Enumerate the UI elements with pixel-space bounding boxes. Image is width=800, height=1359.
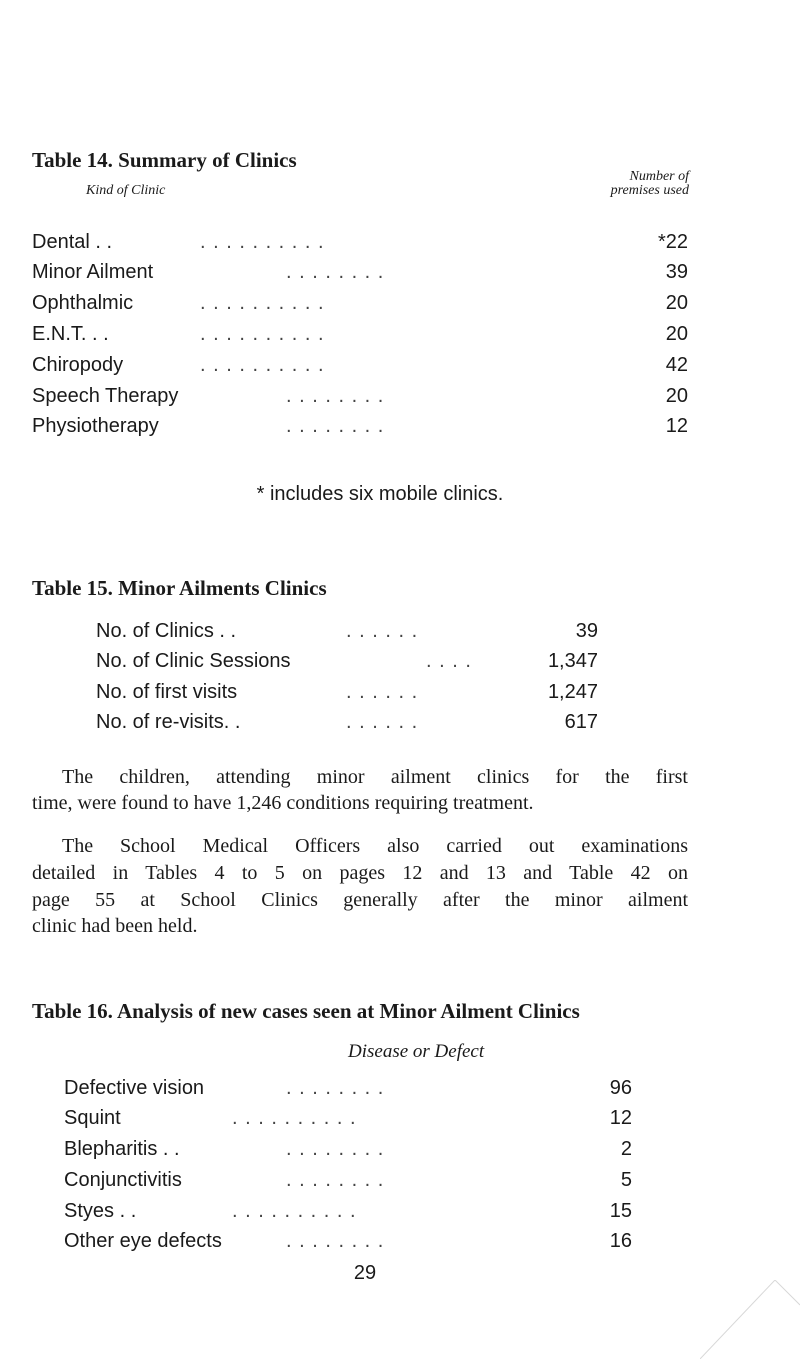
dot-leader: . . . . . . . . (286, 261, 385, 283)
paragraph-line: time, were found to have 1,246 conditions requiring treatment. (32, 792, 534, 814)
table-row-label: E.N.T. . . (32, 323, 109, 345)
dot-leader: . . . . . . . . (286, 415, 385, 437)
table-row-label: No. of re-visits. . (96, 711, 241, 733)
paragraph-line: The School Medical Officers also carried out examinations (62, 835, 688, 857)
table-row-value: 2 (620, 1138, 632, 1160)
dot-leader: . . . . . . . . (286, 385, 385, 407)
column-header-kind: Kind of Clinic (86, 183, 166, 198)
table-row-value: 20 (665, 385, 688, 407)
dot-leader: . . . . . . . . . . (200, 231, 325, 253)
dot-leader: . . . . . . . . (286, 1169, 385, 1191)
table-row-value: 16 (609, 1230, 632, 1252)
dot-leader: . . . . . . . . (286, 1077, 385, 1099)
table-row-label: Speech Therapy (32, 385, 179, 407)
table-row-value: 20 (665, 292, 688, 314)
dot-leader: . . . . . . . . (286, 1230, 385, 1252)
table-row-value: 42 (665, 354, 688, 376)
table-row-label: Squint (64, 1107, 121, 1129)
table-row-value: 12 (665, 415, 688, 437)
page-number: 29 (353, 1262, 377, 1284)
table-row-label: Blepharitis . . (64, 1138, 180, 1160)
dot-leader: . . . . . . . . . . (232, 1200, 357, 1222)
paragraph-line: clinic had been held. (32, 915, 198, 937)
dot-leader: . . . . . . . . . . (200, 354, 325, 376)
table-row-label: No. of first visits (96, 681, 238, 703)
table-14-footnote: * includes six mobile clinics. (256, 483, 504, 505)
dot-leader: . . . . . . . . . . (200, 323, 325, 345)
table-row-value: 1,247 (547, 681, 598, 703)
table-row-label: No. of Clinics . . (96, 620, 237, 642)
dot-leader: . . . . . . (346, 620, 419, 642)
table-row-label: Chiropody (32, 354, 124, 376)
table-row-value: 96 (609, 1077, 632, 1099)
column-header-disease: Disease or Defect (348, 1041, 485, 1062)
table-row-label: Other eye defects (64, 1230, 222, 1252)
table-16-title: Table 16. Analysis of new cases seen at Minor Ailment Clinics (32, 999, 580, 1023)
column-header-number-line1: Number of (629, 169, 689, 184)
dot-leader: . . . . . . . . (286, 1138, 385, 1160)
table-row-label: Defective vision (64, 1077, 205, 1099)
dot-leader: . . . . . . . . . . (200, 292, 325, 314)
table-row-value: 39 (575, 620, 598, 642)
table-row-value: *22 (657, 231, 688, 253)
table-row-value: 20 (665, 323, 688, 345)
table-row-label: Dental . . (32, 231, 113, 253)
table-row-value: 39 (665, 261, 688, 283)
table-row-label: No. of Clinic Sessions (96, 650, 291, 672)
table-row-value: 1,347 (547, 650, 598, 672)
table-row-value: 15 (609, 1200, 632, 1222)
paragraph-line: page 55 at School Clinics generally after the minor ailment (32, 889, 688, 911)
table-row-label: Conjunctivitis (64, 1169, 182, 1191)
paragraph-line: The children, attending minor ailment clinics for the first (62, 766, 688, 788)
table-row-label: Ophthalmic (32, 292, 134, 314)
paragraph-line: detailed in Tables 4 to 5 on pages 12 and 13 and Table 42 on (32, 862, 688, 884)
dot-leader: . . . . . . (346, 681, 419, 703)
page-corner-fold (700, 1280, 800, 1359)
table-row-label: Physiotherapy (32, 415, 159, 437)
table-row-label: Styes . . (64, 1200, 137, 1222)
table-row-value: 5 (620, 1169, 632, 1191)
dot-leader: . . . . (426, 650, 472, 672)
column-header-number-line2: premises used (610, 183, 689, 198)
table-14-title: Table 14. Summary of Clinics (32, 148, 297, 172)
dot-leader: . . . . . . . . . . (232, 1107, 357, 1129)
table-row-value: 12 (609, 1107, 632, 1129)
dot-leader: . . . . . . (346, 711, 419, 733)
table-row-value: 617 (564, 711, 598, 733)
table-15-title: Table 15. Minor Ailments Clinics (32, 576, 327, 600)
table-row-label: Minor Ailment (32, 261, 154, 283)
